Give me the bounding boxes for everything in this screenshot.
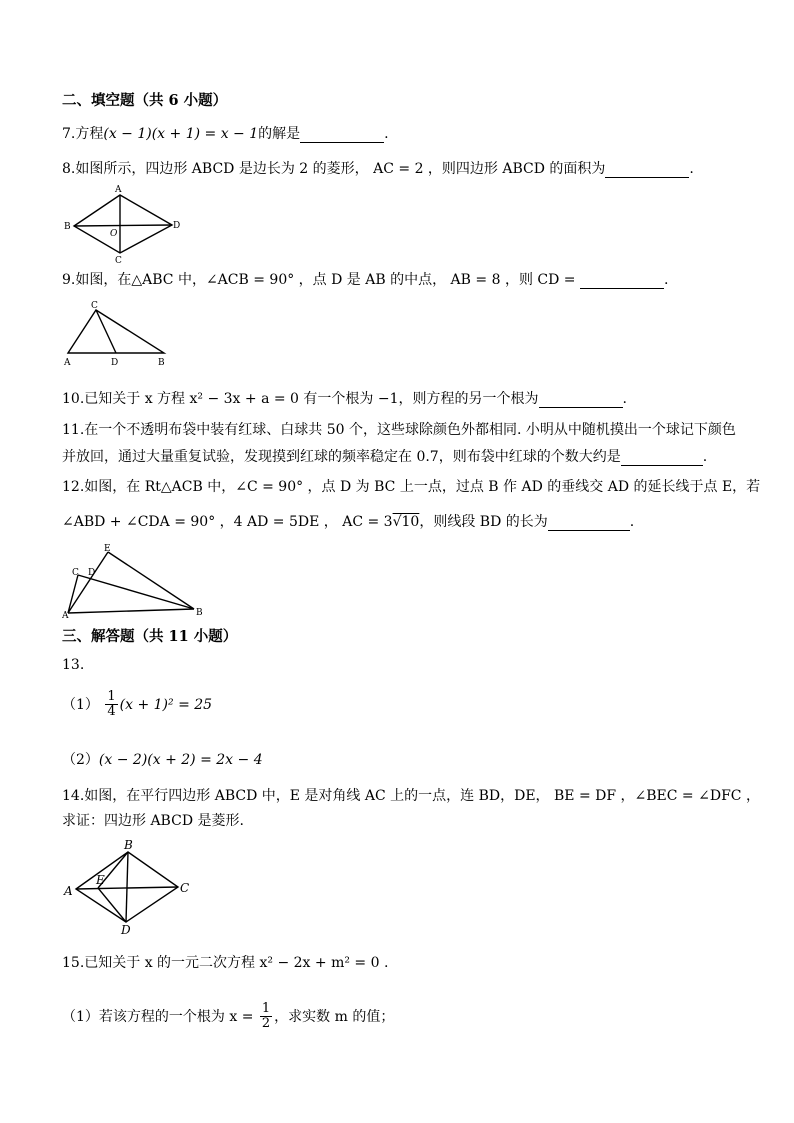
- q11-text: 并放回，通过大量重复试验，发现摸到红球的频率稳定在 0.7，则布袋中红球的个数大约是: [62, 449, 621, 465]
- question-15-part-1: [62, 1002, 394, 1032]
- question-13-number: 13.: [62, 657, 85, 673]
- q9-end: .: [663, 272, 669, 288]
- question-11-line-2: [62, 449, 707, 466]
- fig14-label-D: D: [121, 923, 131, 936]
- q7-number: 7.: [62, 126, 76, 142]
- fig12-label-B: B: [196, 608, 203, 618]
- fig12-label-C: C: [72, 568, 79, 578]
- question-15: 15.已知关于 x 的一元二次方程 x² − 2x + m² = 0 .: [62, 955, 389, 971]
- fig12-label-D: D: [88, 568, 96, 578]
- q10-end: .: [622, 391, 627, 407]
- q13-p2-label: （2）: [62, 752, 99, 768]
- figure-parallelogram-14: [62, 838, 198, 936]
- fig14-label-E: E: [96, 873, 105, 887]
- fig9-label-A: A: [64, 358, 71, 368]
- question-8: [62, 161, 694, 178]
- q7-equation: (x − 1)(x + 1) = x − 1: [103, 126, 259, 142]
- q15-fraction-num: 1: [261, 1001, 271, 1016]
- question-13-part-1: [62, 690, 212, 720]
- question-13-part-2: [62, 752, 263, 769]
- q12-condition: ∠ABD + ∠CDA = 90° ，4 AD = 5DE ， AC = 3: [62, 514, 393, 530]
- q8-end: .: [689, 161, 694, 177]
- fig12-label-A: A: [62, 611, 69, 619]
- q8-text: 8.如图所示，四边形 ABCD 是边长为 2 的菱形， AC = 2 ，则四边形 ABCD 的面积为: [62, 161, 606, 177]
- q12-question: ，则线段 BD 的长为: [419, 514, 548, 530]
- question-12-line-1: 12.如图，在 Rt△ACB 中，∠C = 90° ，点 D 为 BC 上一点，过点 B 作 AD 的垂线交 AD 的延长线于点 E，若: [62, 479, 761, 495]
- fig8-label-C: C: [115, 256, 122, 265]
- fig14-label-A: A: [64, 884, 73, 898]
- q13-fraction: [105, 690, 117, 720]
- fig14-label-C: C: [180, 881, 190, 895]
- q7-answer-blank[interactable]: [300, 128, 384, 143]
- q8-answer-blank[interactable]: [605, 163, 689, 178]
- question-12-line-2: [62, 514, 634, 531]
- question-10: [62, 391, 627, 408]
- q13-p1-label: （1）: [62, 696, 99, 713]
- q9-text: 9.如图，在△ABC 中，∠ACB = 90° ，点 D 是 AB 的中点， AB = 8 ，则 CD =: [62, 272, 580, 288]
- question-14-line-2: 求证：四边形 ABCD 是菱形.: [62, 813, 244, 829]
- q13-p1-equation: (x + 1)² = 25: [119, 696, 213, 713]
- fig8-label-B: B: [64, 222, 71, 232]
- q7-pre: 方程: [75, 126, 104, 142]
- q15-fraction-den: 2: [261, 1016, 271, 1032]
- question-7: [62, 126, 389, 143]
- fig8-label-A: A: [115, 185, 122, 195]
- q10-answer-blank[interactable]: [539, 393, 623, 408]
- fig9-label-C: C: [91, 301, 98, 311]
- q15-p1-pre: （1）若该方程的一个根为 x =: [62, 1008, 258, 1025]
- q15-fraction: [260, 1002, 272, 1032]
- q7-end: .: [384, 126, 389, 142]
- q11-end: .: [702, 449, 708, 465]
- section-fill-heading: 二、填空题（共 6 小题）: [62, 92, 228, 109]
- figure-triangle-12: [62, 543, 210, 619]
- q13-fraction-den: 4: [107, 704, 116, 720]
- q12-answer-blank[interactable]: [548, 516, 630, 531]
- q12-sqrt: √10: [392, 514, 420, 530]
- q13-p2-equation: (x − 2)(x + 2) = 2x − 4: [98, 752, 263, 768]
- fig14-label-B: B: [124, 838, 133, 852]
- question-9: [62, 272, 668, 289]
- question-14-line-1: 14.如图，在平行四边形 ABCD 中，E 是对角线 AC 上的一点，连 BD，DE， BE = DF ，∠BEC = ∠DFC ，: [62, 788, 760, 804]
- q13-fraction-num: 1: [107, 689, 116, 704]
- q10-text: 10.已知关于 x 方程 x² − 3x + a = 0 有一个根为 −1，则方程的另一个根为: [62, 391, 539, 407]
- q11-answer-blank[interactable]: [621, 451, 703, 466]
- fig8-label-O: O: [110, 229, 118, 239]
- figure-triangle-9: [62, 298, 174, 370]
- q15-p1-post: ，求实数 m 的值；: [274, 1008, 395, 1025]
- q9-answer-blank[interactable]: [580, 274, 664, 289]
- q12-end: .: [629, 514, 635, 530]
- fig9-label-B: B: [158, 358, 165, 368]
- question-11-line-1: 11.在一个不透明布袋中装有红球、白球共 50 个，这些球除颜色外都相同. 小明从中随机摸出一个球记下颜色: [62, 422, 736, 438]
- fig12-label-E: E: [104, 544, 111, 554]
- fig9-label-D: D: [111, 358, 119, 368]
- fig8-label-D: D: [173, 221, 181, 231]
- section-solve-heading: 三、解答题（共 11 小题）: [62, 628, 238, 645]
- figure-rhombus: [64, 183, 182, 265]
- q7-post: 的解是: [258, 126, 301, 142]
